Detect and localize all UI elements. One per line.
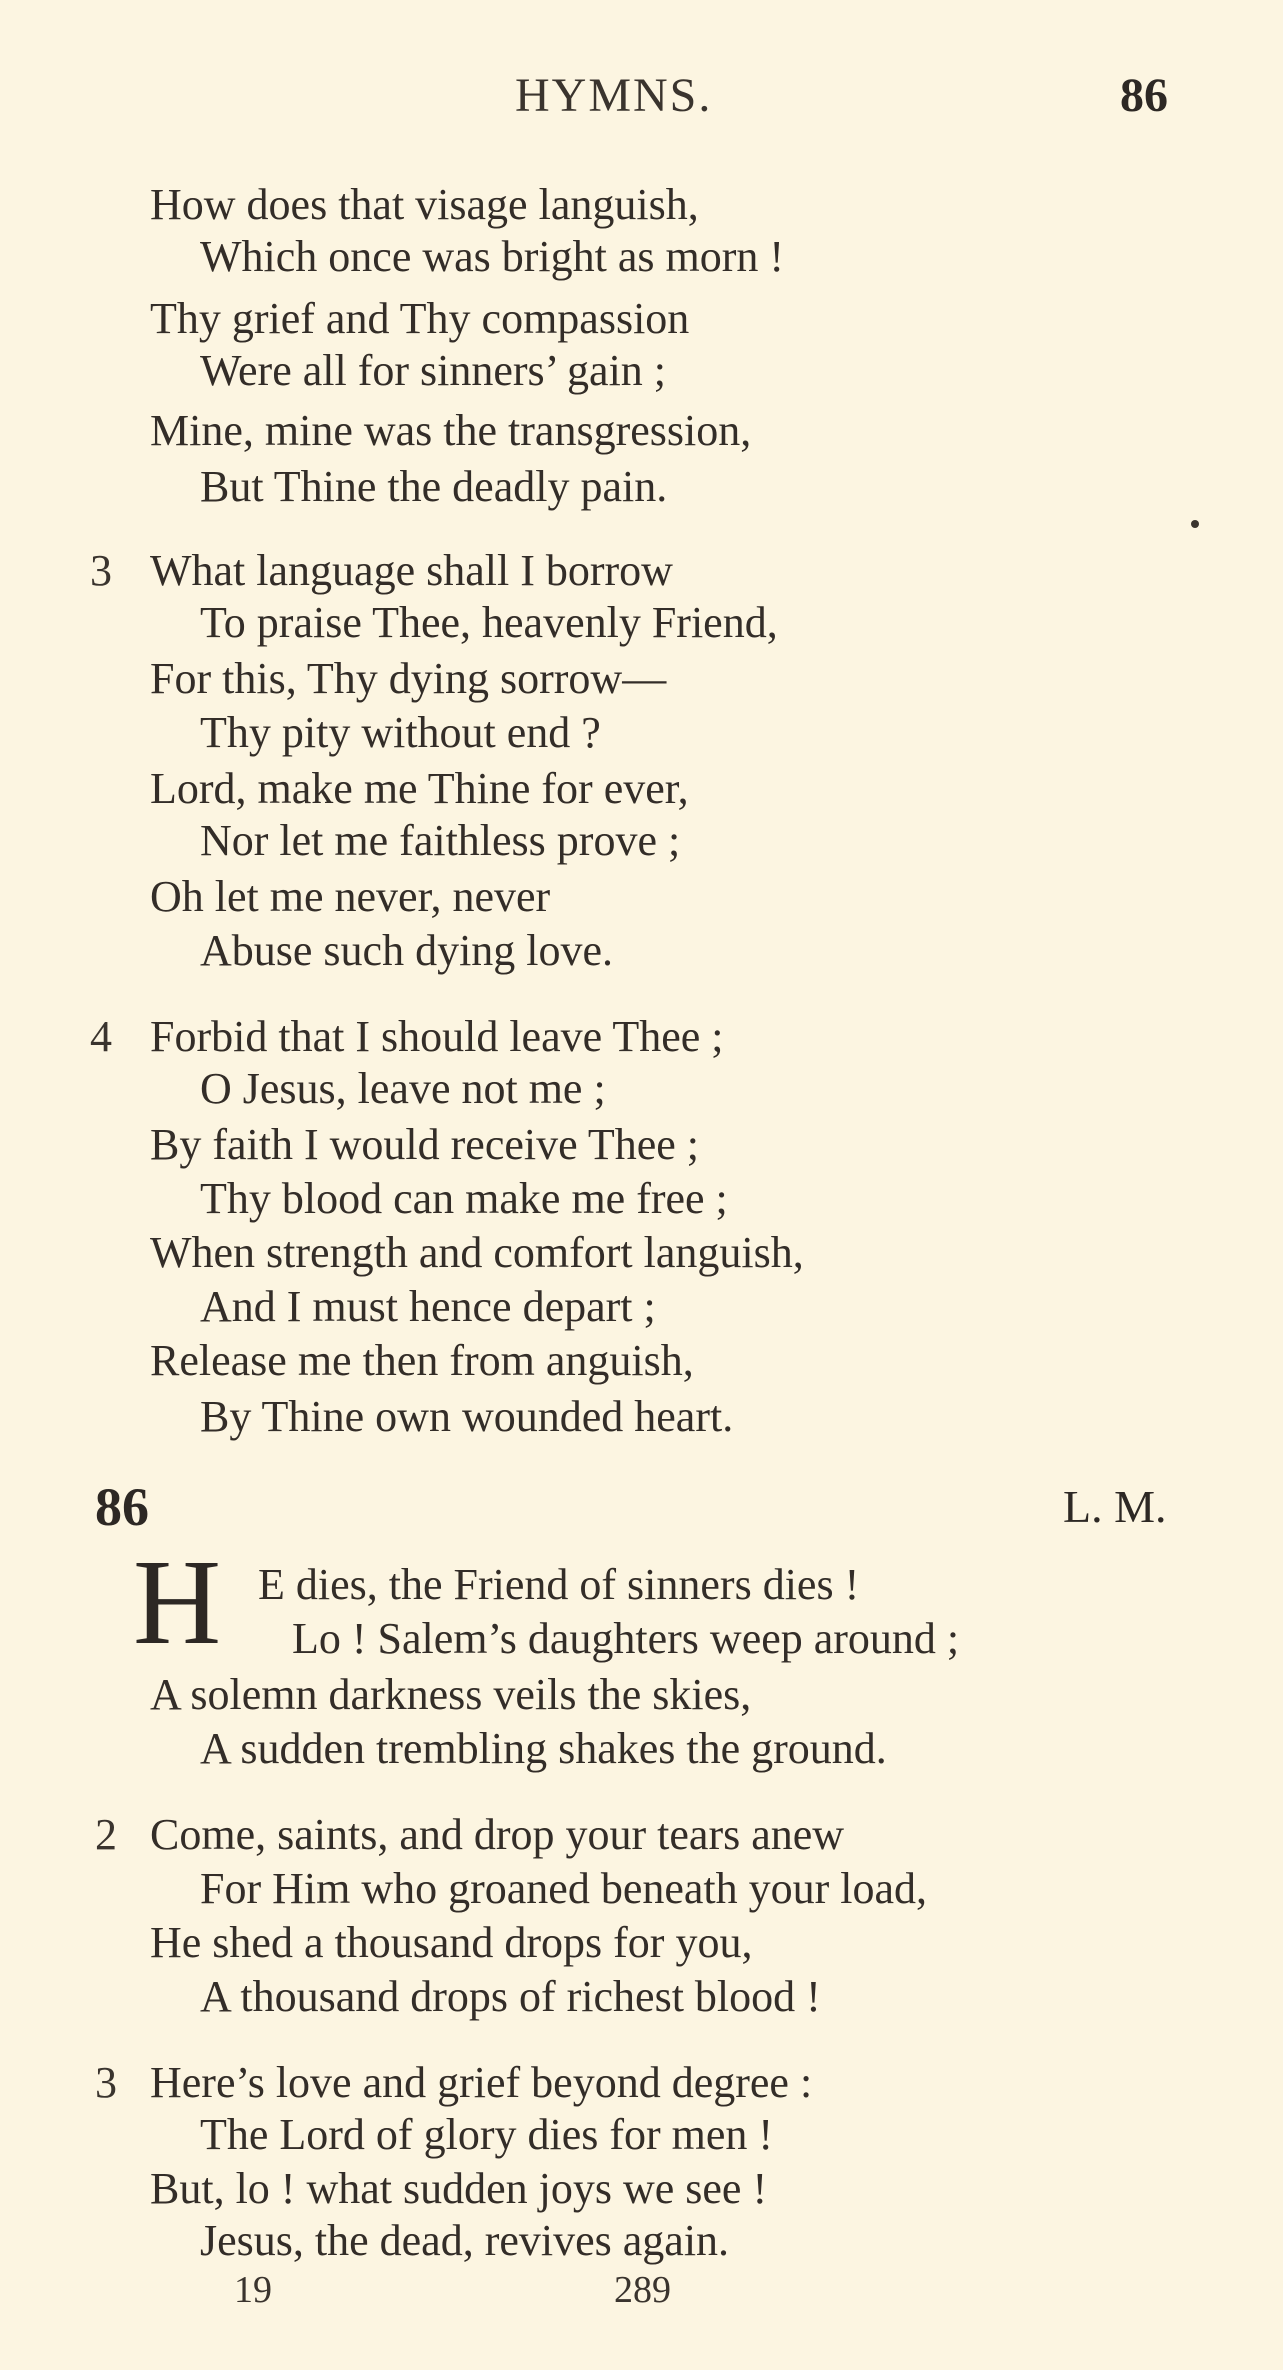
verse-line: Jesus, the dead, revives again.	[200, 2216, 730, 2265]
verse-line: And I must hence depart ;	[200, 1282, 656, 1331]
verse-line: A sudden trembling shakes the ground.	[200, 1724, 887, 1773]
running-header	[0, 68, 1283, 128]
folio-number: 289	[614, 2269, 671, 2311]
verse-line: O Jesus, leave not me ;	[200, 1064, 606, 1113]
ink-dot	[1191, 520, 1199, 528]
verse-line: Lo ! Salem’s daughters weep around ;	[292, 1614, 960, 1663]
verse-number: 3	[95, 2058, 117, 2107]
verse-line: How does that visage languish,	[150, 180, 699, 229]
verse-line: By Thine own wounded heart.	[200, 1392, 734, 1441]
verse-line: Release me then from anguish,	[150, 1336, 694, 1385]
verse-number: 4	[90, 1012, 112, 1061]
verse-line: A solemn darkness veils the skies,	[150, 1670, 752, 1719]
verse-line: For Him who groaned beneath your load,	[200, 1864, 928, 1913]
verse-line: Thy grief and Thy compassion	[150, 294, 690, 343]
verse-line: By faith I would receive Thee ;	[150, 1120, 699, 1169]
running-title: HYMNS.	[515, 69, 713, 122]
hymn-number: 86	[95, 1477, 149, 1537]
verse-number: 3	[90, 546, 112, 595]
verse-line: Abuse such dying love.	[200, 926, 614, 975]
verse-line: To praise Thee, heavenly Friend,	[200, 598, 778, 647]
verse-line: Lord, make me Thine for ever,	[150, 764, 689, 813]
verse-line: Forbid that I should leave Thee ;	[150, 1012, 724, 1061]
verse-line: But Thine the deadly pain.	[200, 462, 668, 511]
verse-line: Here’s love and grief beyond degree :	[150, 2058, 813, 2107]
verse-line: Which once was bright as morn !	[200, 232, 785, 281]
verse-line: What language shall I borrow	[150, 546, 673, 595]
drop-cap: H	[133, 1535, 222, 1670]
verse-line: E dies, the Friend of sinners dies !	[258, 1560, 860, 1609]
verse-line: Were all for sinners’ gain ;	[200, 346, 667, 395]
verse-line: Thy pity without end ?	[200, 708, 601, 757]
hymn-meter: L. M.	[1063, 1481, 1167, 1532]
verse-line: A thousand drops of richest blood !	[200, 1972, 821, 2021]
verse-line: He shed a thousand drops for you,	[150, 1918, 753, 1967]
verse-line: Thy blood can make me free ;	[200, 1174, 728, 1223]
verse-line: Oh let me never, never	[150, 872, 551, 921]
verse-line: But, lo ! what sudden joys we see !	[150, 2164, 768, 2213]
signature-mark: 19	[234, 2269, 272, 2311]
verse-line: Mine, mine was the transgression,	[150, 406, 752, 455]
verse-line: For this, Thy dying sorrow—	[150, 654, 667, 703]
hymn-page-number: 86	[1120, 69, 1168, 122]
verse-line: Come, saints, and drop your tears anew	[150, 1810, 845, 1859]
verse-number: 2	[95, 1810, 117, 1859]
verse-line: The Lord of glory dies for men !	[200, 2110, 774, 2159]
verse-line: When strength and comfort languish,	[150, 1228, 804, 1277]
verse-line: Nor let me faithless prove ;	[200, 816, 681, 865]
